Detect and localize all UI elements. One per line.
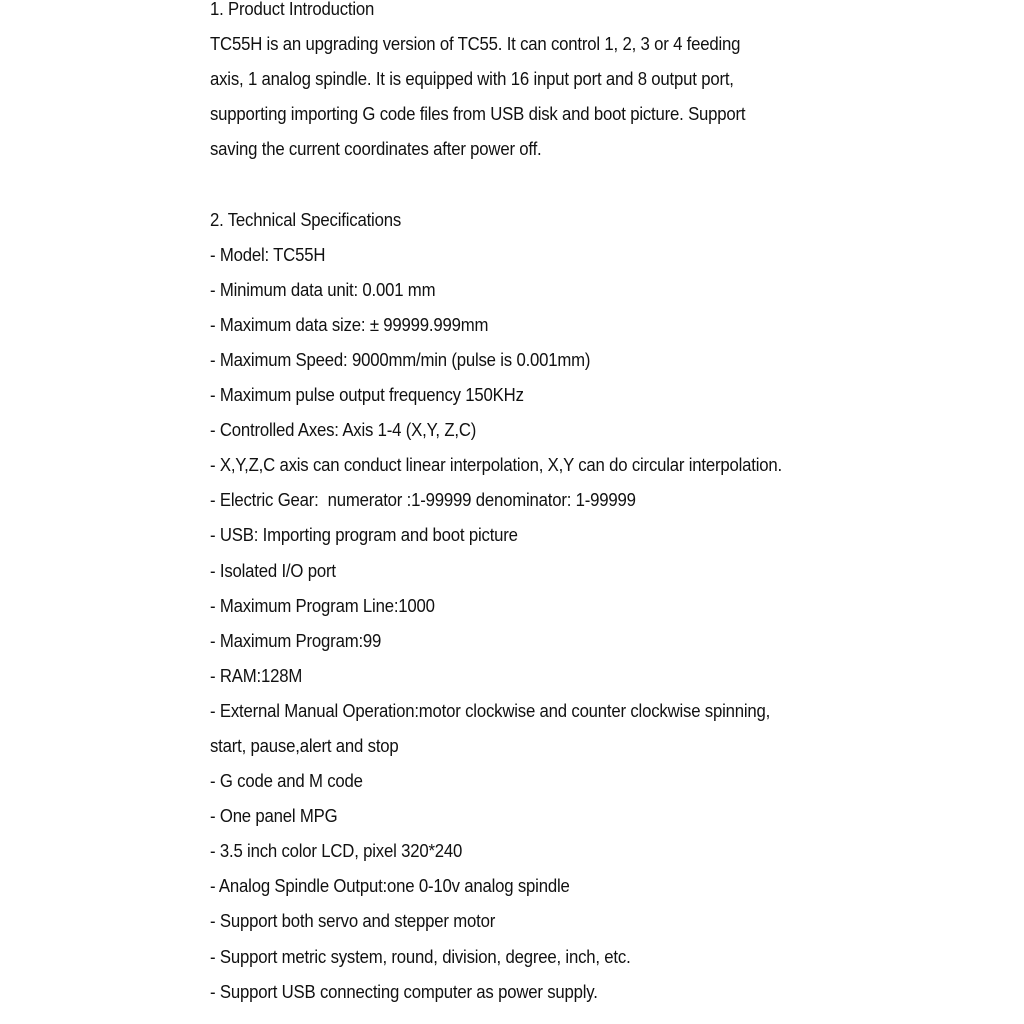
paragraph-line: supporting importing G code files from USB disk and boot picture. Support [210,104,746,125]
section-spacer [210,167,890,202]
paragraph-line: saving the current coordinates after power off. [210,139,542,160]
spec-item: - Electric Gear: numerator :1-99999 denominator: 1-99999 [210,490,636,511]
section-heading: 1. Product Introduction [210,0,375,19]
spec-item: - Support USB connecting computer as power supply. [210,981,598,1002]
spec-item: - Support metric system, round, division, degree, inch, etc. [210,946,631,967]
product-document [210,0,890,1010]
paragraph-line: TC55H is an upgrading version of TC55. It can control 1, 2, 3 or 4 feeding [210,34,741,55]
spec-item: - Model: TC55H [210,244,326,265]
spec-item: - One panel MPG [210,806,338,827]
spec-item: - Maximum pulse output frequency 150KHz [210,385,524,406]
spec-item: - RAM:128M [210,665,303,686]
spec-item-continuation: start, pause,alert and stop [210,735,399,756]
section-technical-specifications [210,203,890,1010]
spec-item: - G code and M code [210,771,363,792]
spec-item: - Maximum Speed: 9000mm/min (pulse is 0.001mm) [210,349,591,370]
spec-item: - USB: Importing program and boot picture [210,525,518,546]
paragraph-line: axis, 1 analog spindle. It is equipped with 16 input port and 8 output port, [210,69,734,90]
spec-item: - Maximum Program:99 [210,630,382,651]
spec-item: - Support both servo and stepper motor [210,911,496,932]
spec-item: - Minimum data unit: 0.001 mm [210,279,436,300]
spec-item: - Controlled Axes: Axis 1-4 (X,Y, Z,C) [210,420,477,441]
section-heading: 2. Technical Specifications [210,209,402,230]
spec-item: - 3.5 inch color LCD, pixel 320*240 [210,841,463,862]
section-product-introduction [210,0,890,167]
spec-item: - Maximum data size: ± 99999.999mm [210,314,489,335]
spec-item: - External Manual Operation:motor clockwise and counter clockwise spinning, [210,700,771,721]
spec-item: - Maximum Program Line:1000 [210,595,435,616]
spec-item: - X,Y,Z,C axis can conduct linear interpolation, X,Y can do circular interpolation. [210,455,783,476]
spec-item: - Analog Spindle Output:one 0-10v analog spindle [210,876,570,897]
spec-item: - Isolated I/O port [210,560,336,581]
